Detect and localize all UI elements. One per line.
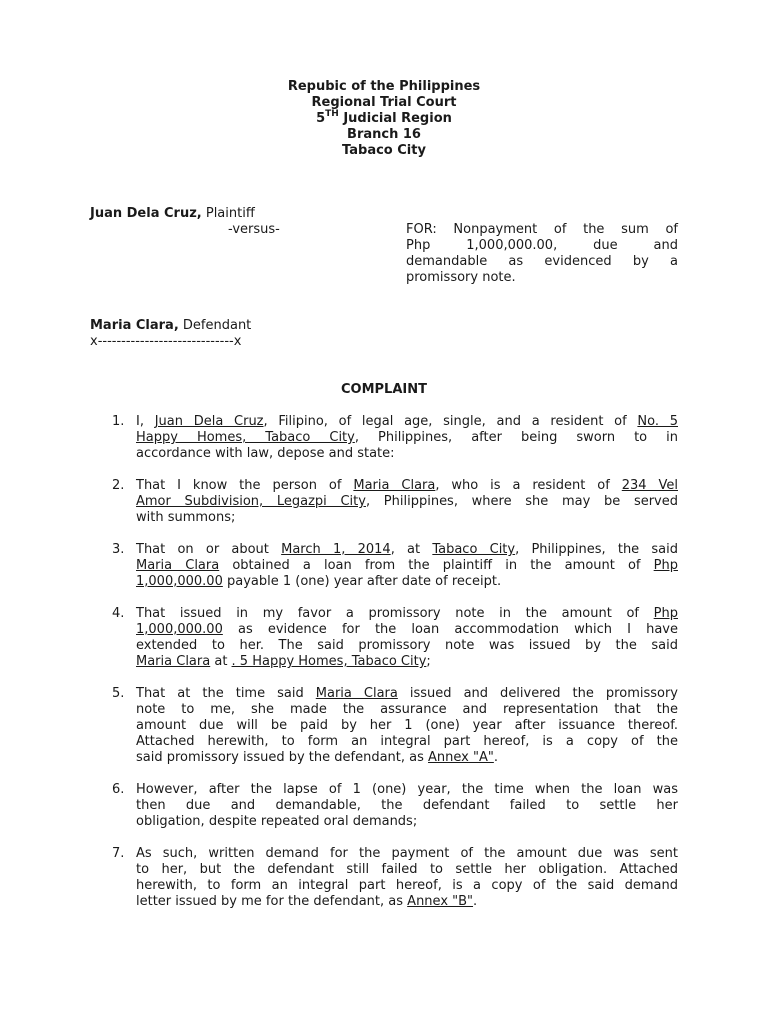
- paragraph-number: 3.: [112, 542, 125, 557]
- cause-line: Php 1,000,000.00, due and: [406, 238, 678, 253]
- paragraph-line: [136, 702, 678, 718]
- text-run: Attached herewith, to form an integral part hereof, is a copy of the: [136, 734, 678, 749]
- paragraph-line: [136, 606, 678, 622]
- paragraph-line: [136, 862, 678, 878]
- header-city: Tabaco City: [342, 143, 426, 158]
- cause-line: promissory note.: [406, 270, 516, 285]
- underlined-term: 1,000,000.00: [136, 574, 223, 589]
- paragraph-number: 7.: [112, 846, 125, 861]
- versus-label: -versus-: [228, 222, 280, 237]
- paragraph-line: [136, 638, 678, 654]
- paragraph-line: [136, 734, 678, 750]
- text-run: As such, written demand for the payment of the amount due was sent: [136, 846, 678, 861]
- paragraph-number: 4.: [112, 606, 125, 621]
- paragraph-text: [136, 542, 678, 590]
- text-run: .: [473, 894, 478, 909]
- text-run: .: [493, 750, 498, 765]
- paragraph-text: [136, 478, 678, 526]
- underlined-term: Annex "B": [407, 894, 474, 909]
- text-run: to her, but the defendant still failed to settle her obligation. Attached: [136, 862, 678, 877]
- underlined-term: 234 Vel: [621, 478, 678, 493]
- underlined-term: . 5 Happy Homes, Tabaco City: [231, 654, 427, 669]
- underlined-term: Maria Clara: [136, 558, 220, 573]
- underlined-term: Maria Clara: [315, 686, 398, 701]
- paragraph-number: 6.: [112, 782, 125, 797]
- underlined-term: Amor Subdivision, Legazpi City: [136, 494, 366, 509]
- text-run: payable 1 (one) year after date of receipt.: [222, 574, 502, 589]
- text-run: accordance with law, depose and state:: [136, 446, 395, 461]
- paragraph-line: [136, 894, 678, 910]
- text-run: However, after the lapse of 1 (one) year, the time when the loan was: [136, 782, 678, 797]
- paragraph-line: [136, 430, 678, 446]
- paragraph-text: [136, 686, 678, 766]
- text-run: That at the time said: [136, 686, 316, 701]
- paragraph-line: [136, 798, 678, 814]
- paragraph-number: 5.: [112, 686, 125, 701]
- header-court: Regional Trial Court: [311, 95, 457, 110]
- paragraph-line: [136, 814, 678, 830]
- paragraph-line: [136, 510, 678, 526]
- cause-line: demandable as evidenced by a: [406, 254, 678, 269]
- cause-line: FOR: Nonpayment of the sum of: [406, 222, 678, 237]
- plaintiff-caption: Juan Dela Cruz, Plaintiff: [90, 206, 255, 221]
- paragraph-line: [136, 718, 678, 734]
- underlined-term: March 1, 2014: [281, 542, 391, 557]
- underlined-term: Maria Clara: [353, 478, 436, 493]
- underlined-term: Maria Clara: [136, 654, 211, 669]
- paragraph-line: [136, 414, 678, 430]
- cause-of-action: [406, 222, 678, 286]
- text-run: extended to her. The said promissory note was issued by the said: [136, 638, 678, 653]
- paragraph-line: [136, 494, 678, 510]
- text-run: said promissory issued by the defendant, as: [136, 750, 429, 765]
- text-run: obligation, despite repeated oral demands;: [136, 814, 418, 829]
- underlined-term: Juan Dela Cruz: [154, 414, 264, 429]
- text-run: I,: [136, 414, 155, 429]
- underlined-term: Annex "A": [428, 750, 494, 765]
- header-republic: Repubic of the Philippines: [287, 79, 481, 94]
- text-run: , Philippines, after being sworn to in: [354, 430, 679, 445]
- text-run: That issued in my favor a promissory note in the amount of: [136, 606, 654, 621]
- text-run: at: [210, 654, 232, 669]
- text-run: , at: [390, 542, 433, 557]
- underlined-term: Php: [653, 606, 678, 621]
- underlined-term: Tabaco City: [432, 542, 516, 557]
- paragraph-number: 1.: [112, 414, 125, 429]
- paragraph-line: [136, 782, 678, 798]
- paragraph-line: [136, 446, 678, 462]
- underlined-term: Php: [653, 558, 678, 573]
- text-run: , Philippines, the said: [515, 542, 679, 557]
- text-run: letter issued by me for the defendant, as: [136, 894, 408, 909]
- paragraph-text: [136, 606, 678, 670]
- text-run: That I know the person of: [136, 478, 354, 493]
- paragraph-line: [136, 750, 678, 766]
- text-run: note to me, she made the assurance and representation that the: [136, 702, 678, 717]
- paragraph-number: 2.: [112, 478, 125, 493]
- defendant-caption: Maria Clara, Defendant: [90, 318, 252, 333]
- underlined-term: 1,000,000.00: [136, 622, 223, 637]
- paragraph-line: [136, 478, 678, 494]
- paragraph-line: [136, 622, 678, 638]
- paragraph-line: [136, 542, 678, 558]
- header-region: 5TH Judicial Region: [316, 108, 452, 126]
- text-run: with summons;: [136, 510, 236, 525]
- text-run: ;: [426, 654, 431, 669]
- paragraph-text: [136, 414, 678, 462]
- paragraph-line: [136, 878, 678, 894]
- text-run: , who is a resident of: [435, 478, 622, 493]
- text-run: amount due will be paid by her 1 (one) year after issuance thereof.: [136, 718, 678, 733]
- underlined-term: No. 5: [637, 414, 678, 429]
- text-run: obtained a loan from the plaintiff in the amount of: [219, 558, 654, 573]
- paragraph-text: [136, 782, 678, 830]
- caption-divider: x-----------------------------x: [90, 334, 242, 349]
- header-branch: Branch 16: [347, 127, 421, 142]
- text-run: herewith, to form an integral part hereof, is a copy of the said demand: [136, 878, 678, 893]
- paragraph-line: [136, 846, 678, 862]
- text-run: , Filipino, of legal age, single, and a resident of: [263, 414, 638, 429]
- paragraph-line: [136, 686, 678, 702]
- court-header: [0, 79, 768, 159]
- text-run: , Philippines, where she may be served: [365, 494, 679, 509]
- text-run: then due and demandable, the defendant failed to settle her: [136, 798, 678, 813]
- text-run: issued and delivered the promissory: [397, 686, 679, 701]
- text-run: That on or about: [136, 542, 282, 557]
- paragraph-line: [136, 654, 678, 670]
- underlined-term: Happy Homes, Tabaco City: [136, 430, 355, 445]
- paragraph-text: [136, 846, 678, 910]
- paragraph-line: [136, 558, 678, 574]
- paragraph-line: [136, 574, 678, 590]
- text-run: as evidence for the loan accommodation which I have: [222, 622, 678, 637]
- document-title: COMPLAINT: [341, 382, 427, 397]
